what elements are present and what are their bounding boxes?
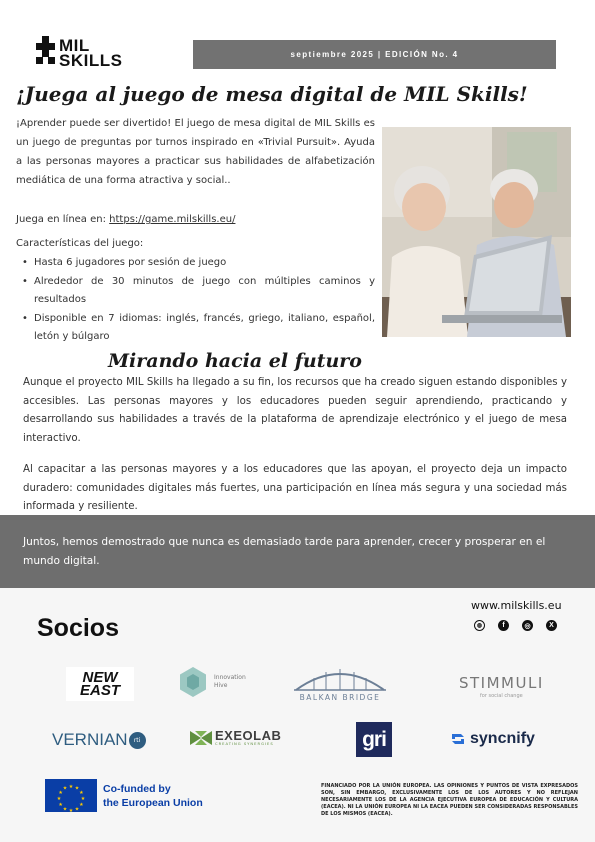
mil-skills-logo xyxy=(36,36,122,70)
game-section-title: ¡Juega al juego de mesa digital de MIL Skills! xyxy=(16,82,528,106)
syncnify-text: syncnify xyxy=(470,730,535,747)
bridge-icon xyxy=(294,664,386,692)
eu-cofunded-text xyxy=(103,783,203,810)
syncnify-mark-icon xyxy=(449,730,467,748)
logo-mark-icon xyxy=(36,36,56,70)
future-paragraph-2: Al capacitar a las personas mayores y a los educadores que las apoyan, el proyecto deja un impacto duradero: comunidades digitales más fuertes, una participación en línea más segura y una sociedad más informada y resiliente. xyxy=(23,464,567,512)
svg-text:★: ★ xyxy=(74,806,80,812)
eu-flag-icon xyxy=(45,779,97,812)
eu-cofunded-line2: the European Union xyxy=(103,796,203,809)
svg-text:★: ★ xyxy=(79,790,84,796)
x-icon[interactable]: X xyxy=(546,620,557,631)
partner-logo-balkan-bridge xyxy=(294,664,386,702)
logo-line2: SKILLS xyxy=(59,51,123,70)
partner-logo-neweast xyxy=(66,667,134,701)
partner-logo-innovation-hive xyxy=(178,666,254,698)
instagram-icon[interactable]: ◎ xyxy=(522,620,533,631)
stimmuli-text: STIMMULI xyxy=(459,674,544,692)
play-online-label: Juega en línea en: xyxy=(16,214,106,225)
globe-icon[interactable]: ◍ xyxy=(474,620,485,631)
svg-text:★: ★ xyxy=(58,790,63,796)
partner-logo-syncnify xyxy=(449,730,535,748)
exeolab-subtitle: CREATING SYNERGIES xyxy=(215,742,274,746)
social-links xyxy=(474,620,557,631)
eu-cofunded-line1: Co-funded by xyxy=(103,783,171,795)
game-intro-text: ¡Aprender puede ser divertido! El juego de mesa digital de MIL Skills es un juego de preguntas por turnos inspirado en «Trivial Pursuit». Ayuda a las personas mayores a practicar sus habilidades de alfabetización mediática de una forma atractiva y social.. xyxy=(16,118,375,186)
svg-text:★: ★ xyxy=(80,796,86,802)
gri-text: gri xyxy=(362,727,386,751)
vernian-text: VERNIAN xyxy=(52,730,128,749)
facebook-icon[interactable]: f xyxy=(498,620,509,631)
feature-item: • Hasta 6 jugadores por sesión de juego xyxy=(22,254,375,273)
issue-label: septiembre 2025 | EDICIÓN No. 4 xyxy=(290,50,459,59)
svg-text:★: ★ xyxy=(68,808,74,812)
svg-text:★: ★ xyxy=(58,802,63,808)
svg-text:★: ★ xyxy=(68,784,74,790)
svg-text:★: ★ xyxy=(62,785,68,792)
stimmuli-subtitle: for social change xyxy=(480,693,523,699)
issue-bar xyxy=(193,40,556,69)
partner-logo-exeolab xyxy=(190,730,281,746)
seniors-laptop-photo xyxy=(382,127,571,337)
banner-text: Juntos, hemos demostrado que nunca es demasiado tarde para aprender, crecer y prosperar en el mundo digital. xyxy=(23,536,546,567)
website-link[interactable]: www.milskills.eu xyxy=(471,599,562,612)
game-link[interactable]: https://game.milskills.eu/ xyxy=(109,214,236,225)
partner-logo-gri xyxy=(356,722,392,757)
logo-text xyxy=(59,38,122,68)
footer xyxy=(0,588,595,842)
neweast-logo-text: NEW EAST xyxy=(79,669,120,699)
closing-banner xyxy=(0,515,595,588)
exeolab-mark-icon xyxy=(190,731,212,745)
balkan-bridge-text: BALKAN BRIDGE xyxy=(299,693,381,702)
svg-text:★: ★ xyxy=(79,802,84,808)
svg-text:★: ★ xyxy=(74,785,80,792)
logo-line1: MIL xyxy=(59,36,90,55)
partner-logo-stimmuli xyxy=(459,674,544,699)
vernian-badge: rti xyxy=(129,732,146,749)
eu-disclaimer: FINANCIADO POR LA UNIÓN EUROPEA. LAS OPINIONES Y PUNTOS DE VISTA EXPRESADOS SON, SIN EMBARGO, EXCLUSIVAMENTE LOS DE LOS AUTORES Y NO REFLEJAN NECESARIAMENTE LOS DE LA AGENCIA EJECUTIVA EUROPEA DE EDUCACIÓN Y CULTURA (EACEA). NI LA UNIÓN EUROPEA NI LA EACEA PUEDEN SER CONSIDERADAS RESPONSABLES DE LOS MISMOS (EACEA). xyxy=(321,783,578,817)
feature-item: • Disponible en 7 idiomas: inglés, francés, griego, italiano, español, letón y búlgaro xyxy=(22,310,375,347)
svg-text:★: ★ xyxy=(62,806,68,812)
partner-logo-vernian xyxy=(52,730,146,750)
innovation-hive-text: Innovation Hive xyxy=(214,674,246,689)
future-paragraph-1: Aunque el proyecto MIL Skills ha llegado a su fin, los recursos que ha creado siguen estando disponibles y accesibles. Las personas mayores y los educadores pueden seguir aprendiendo, practicando y desarrollando sus habilidades a través de la plataforma de aprendizaje electrónico y el juego de mesa interactivo. xyxy=(23,377,567,444)
features-title: Características del juego: xyxy=(16,238,144,249)
feature-item: • Alrededor de 30 minutos de juego con múltiples caminos y resultados xyxy=(22,273,375,310)
play-online-line xyxy=(16,212,235,228)
future-section-title: Mirando hacia el futuro xyxy=(108,350,362,372)
partners-title: Socios xyxy=(37,614,119,642)
exeolab-text: EXEOLAB xyxy=(215,728,282,743)
hexagon-icon xyxy=(178,666,208,698)
svg-text:★: ★ xyxy=(56,796,62,802)
features-list xyxy=(22,254,375,347)
